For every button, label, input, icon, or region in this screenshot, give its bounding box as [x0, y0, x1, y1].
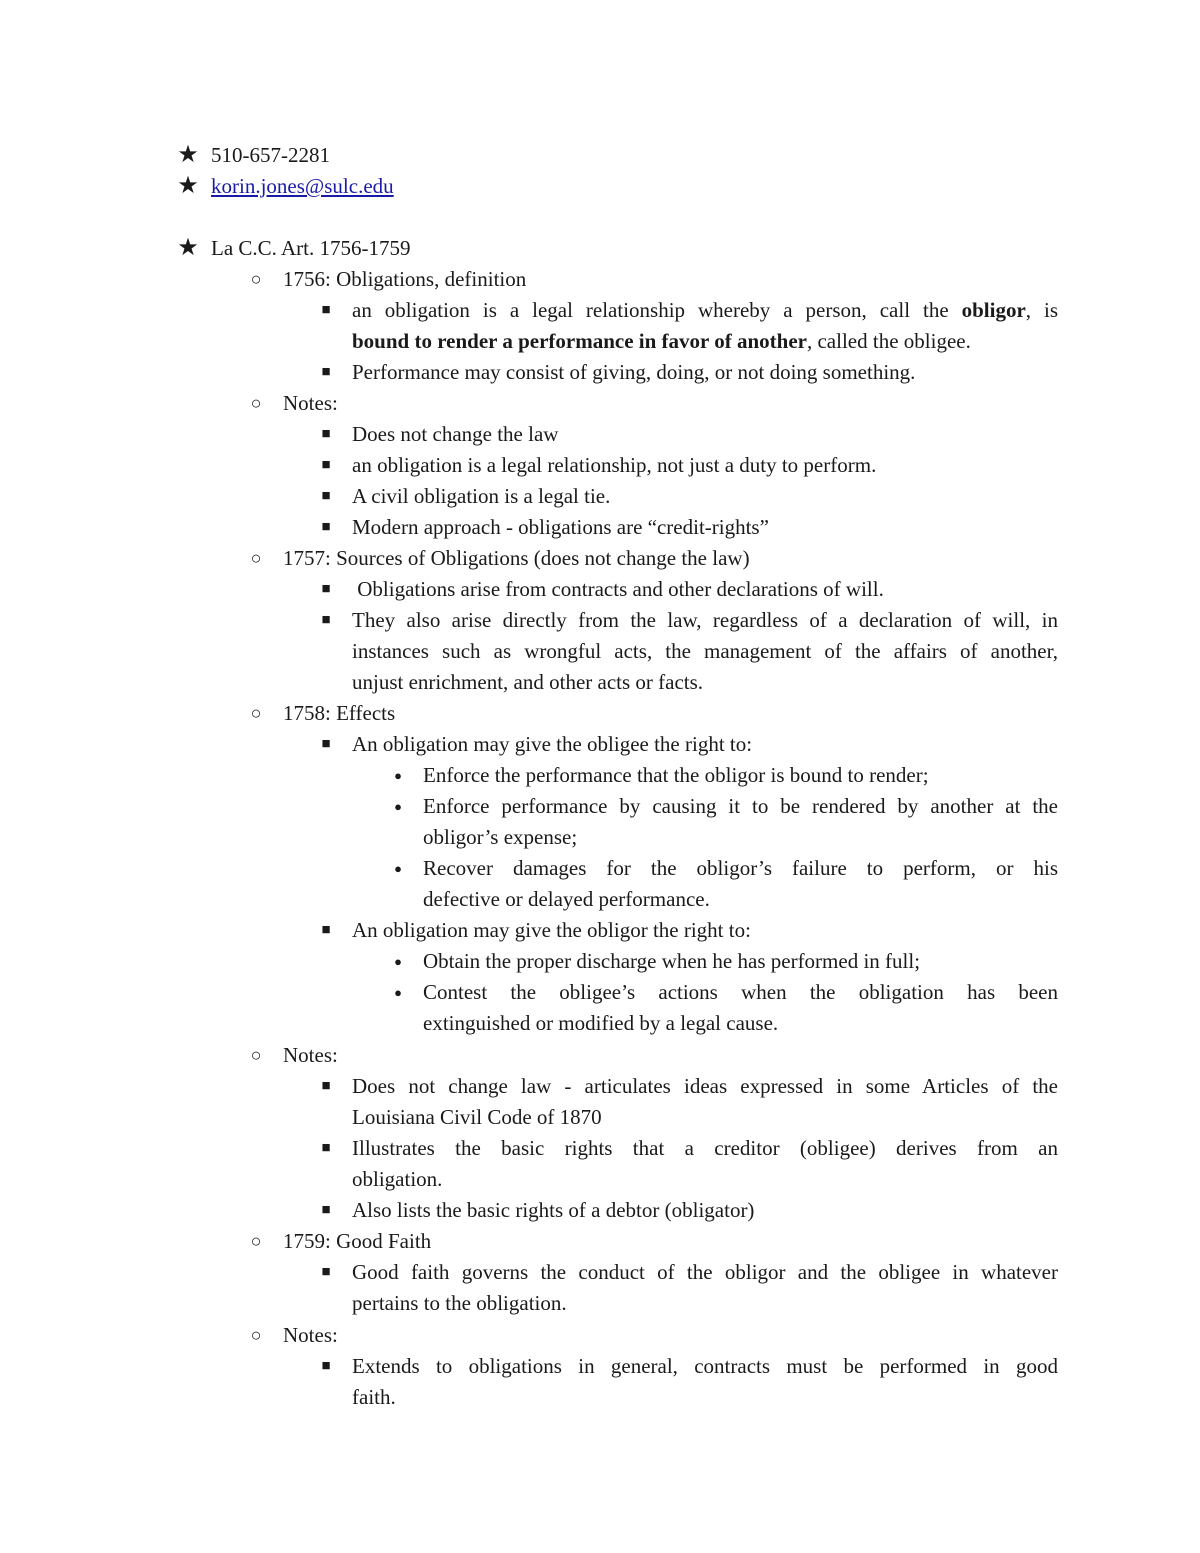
square-bullet-icon: ■	[321, 1140, 331, 1156]
list-item	[0, 357, 1200, 388]
notes-heading	[0, 1320, 1200, 1351]
list-item	[0, 574, 1200, 605]
right-text: Recover damages for the obligor’s failure to perform, or his	[423, 856, 1058, 880]
note-text: obligation.	[352, 1167, 443, 1191]
section-title: 1759: Good Faith	[283, 1229, 432, 1253]
notes-title: Notes:	[283, 1043, 338, 1067]
note-text: faith.	[352, 1385, 396, 1409]
list-item-continuation	[0, 667, 1200, 698]
bound-phrase: bound to render a performance in favor of another	[352, 329, 807, 353]
sub-list-item	[0, 977, 1200, 1008]
square-bullet-icon: ■	[321, 1264, 331, 1280]
item-text: An obligation may give the obligee the right to:	[352, 732, 753, 756]
square-bullet-icon: ■	[321, 302, 331, 318]
right-text: Enforce the performance that the obligor is bound to render;	[423, 763, 929, 787]
dot-bullet-icon: ●	[394, 768, 402, 783]
right-text: defective or delayed performance.	[423, 887, 710, 911]
circle-bullet-icon: ○	[250, 269, 262, 289]
right-text: Contest the obligee’s actions when the obligation has been	[423, 980, 1058, 1004]
circle-bullet-icon: ○	[250, 703, 262, 723]
square-bullet-icon: ■	[321, 1202, 331, 1218]
list-item	[0, 1257, 1200, 1288]
note-text: Does not change the law	[352, 422, 559, 446]
list-item-continuation	[0, 1164, 1200, 1195]
sub-list-item-continuation	[0, 884, 1200, 915]
dot-bullet-icon: ●	[394, 954, 402, 969]
list-item-continuation	[0, 1382, 1200, 1413]
note-text: Illustrates the basic rights that a creditor (obligee) derives from an	[352, 1136, 1058, 1160]
item-text: pertains to the obligation.	[352, 1291, 567, 1315]
section-1758	[0, 698, 1200, 729]
list-item	[0, 481, 1200, 512]
dot-bullet-icon: ●	[394, 861, 402, 876]
list-item	[0, 512, 1200, 543]
list-item-continuation	[0, 636, 1200, 667]
list-item	[0, 450, 1200, 481]
list-item-continuation	[0, 326, 1200, 357]
square-bullet-icon: ■	[321, 426, 331, 442]
item-text: Good faith governs the conduct of the obligor and the obligee in whatever	[352, 1260, 1058, 1284]
circle-bullet-icon: ○	[250, 1231, 262, 1251]
sub-list-item-continuation	[0, 822, 1200, 853]
note-text: A civil obligation is a legal tie.	[352, 484, 611, 508]
square-bullet-icon: ■	[321, 488, 331, 504]
sub-list-item	[0, 760, 1200, 791]
item-text: An obligation may give the obligor the right to:	[352, 918, 751, 942]
right-text: obligor’s expense;	[423, 825, 578, 849]
list-item	[0, 295, 1200, 326]
definition-line-2: bound to render a performance in favor of another, called the obligee.	[352, 329, 971, 353]
section-1757	[0, 543, 1200, 574]
square-bullet-icon: ■	[321, 364, 331, 380]
phone-number: 510-657-2281	[211, 143, 330, 167]
note-text: Modern approach - obligations are “credit-rights”	[352, 515, 769, 539]
item-text: instances such as wrongful acts, the management of the affairs of another,	[352, 639, 1058, 663]
right-text: Obtain the proper discharge when he has performed in full;	[423, 949, 921, 973]
list-item	[0, 1133, 1200, 1164]
right-text: extinguished or modified by a legal cause.	[423, 1011, 779, 1035]
square-bullet-icon: ■	[321, 612, 331, 628]
sub-list-item	[0, 946, 1200, 977]
section-1759	[0, 1226, 1200, 1257]
dot-bullet-icon: ●	[394, 985, 402, 1000]
notes-title: Notes:	[283, 1323, 338, 1347]
square-bullet-icon: ■	[321, 519, 331, 535]
right-text: Enforce performance by causing it to be rendered by another at the	[423, 794, 1058, 818]
item-text: Obligations arise from contracts and other declarations of will.	[352, 577, 884, 601]
item-text: unjust enrichment, and other acts or facts.	[352, 670, 704, 694]
note-text: Does not change law - articulates ideas expressed in some Articles of the	[352, 1074, 1058, 1098]
square-bullet-icon: ■	[321, 1078, 331, 1094]
square-bullet-icon: ■	[321, 1358, 331, 1374]
list-item	[0, 605, 1200, 636]
article-heading: La C.C. Art. 1756-1759	[211, 236, 411, 260]
list-item	[0, 915, 1200, 946]
circle-bullet-icon: ○	[250, 393, 262, 413]
section-title: 1757: Sources of Obligations (does not change the law)	[283, 546, 750, 570]
note-text: Extends to obligations in general, contracts must be performed in good	[352, 1354, 1058, 1378]
definition-line-1: an obligation is a legal relationship whereby a person, call the obligor, is	[352, 298, 1058, 322]
note-text: Also lists the basic rights of a debtor (obligator)	[352, 1198, 755, 1222]
email-line	[0, 171, 1200, 202]
section-title: 1756: Obligations, definition	[283, 267, 527, 291]
circle-bullet-icon: ○	[250, 1325, 262, 1345]
notes-heading	[0, 388, 1200, 419]
performance-text: Performance may consist of giving, doing, or not doing something.	[352, 360, 916, 384]
list-item	[0, 1071, 1200, 1102]
sub-list-item-continuation	[0, 1008, 1200, 1039]
list-item	[0, 729, 1200, 760]
email-link[interactable]: korin.jones@sulc.edu	[211, 174, 394, 198]
note-text: Louisiana Civil Code of 1870	[352, 1105, 602, 1129]
square-bullet-icon: ■	[321, 922, 331, 938]
circle-bullet-icon: ○	[250, 548, 262, 568]
list-item	[0, 1195, 1200, 1226]
list-item-continuation	[0, 1102, 1200, 1133]
phone-line	[0, 140, 1200, 171]
obligor-term: obligor	[961, 298, 1026, 322]
item-text: They also arise directly from the law, regardless of a declaration of will, in	[352, 608, 1058, 632]
dot-bullet-icon: ●	[394, 799, 402, 814]
square-bullet-icon: ■	[321, 457, 331, 473]
square-bullet-icon: ■	[321, 736, 331, 752]
note-text: an obligation is a legal relationship, not just a duty to perform.	[352, 453, 877, 477]
star-bullet-icon: ★	[177, 235, 199, 261]
section-1756	[0, 264, 1200, 295]
list-item	[0, 419, 1200, 450]
section-title: 1758: Effects	[283, 701, 396, 725]
star-bullet-icon: ★	[177, 142, 199, 168]
sub-list-item	[0, 791, 1200, 822]
circle-bullet-icon: ○	[250, 1045, 262, 1065]
notes-title: Notes:	[283, 391, 338, 415]
sub-list-item	[0, 853, 1200, 884]
article-heading-line	[0, 233, 1200, 264]
list-item-continuation	[0, 1288, 1200, 1319]
list-item	[0, 1351, 1200, 1382]
square-bullet-icon: ■	[321, 581, 331, 597]
star-bullet-icon: ★	[177, 173, 199, 199]
notes-heading	[0, 1040, 1200, 1071]
